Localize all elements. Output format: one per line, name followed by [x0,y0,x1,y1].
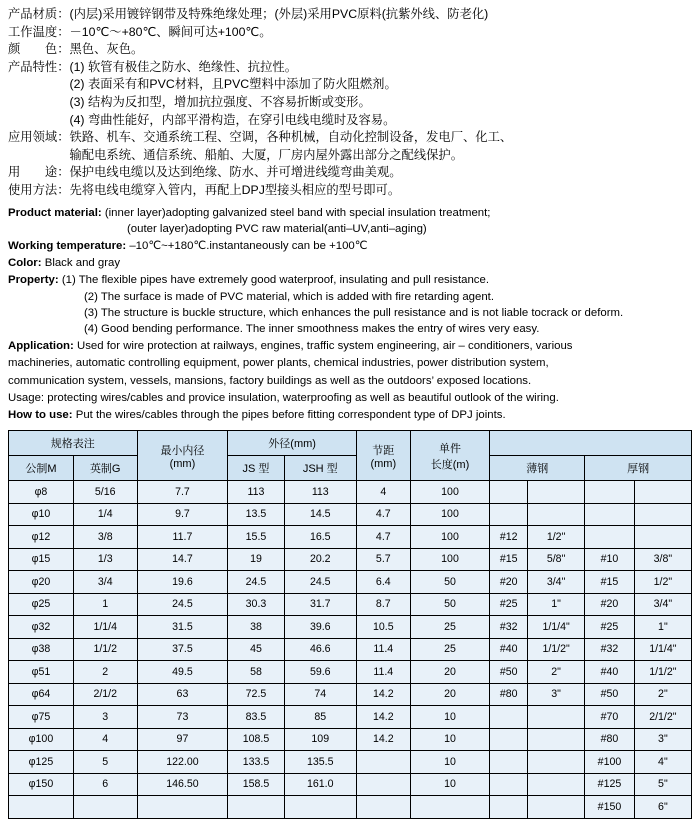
spec-label-temperature-en: Working temperature: [8,239,127,252]
spec-row-color-en [8,255,692,271]
cell-pitch [356,796,410,819]
cell-thin-b: 1/1/2" [528,638,585,661]
cell-thin-a: #15 [490,548,528,571]
cell-imperial: 1/1/2 [73,638,137,661]
table-row [9,503,692,526]
spec-label-color-en: Color: [8,257,42,270]
spec-value-howto-en: Put the wires/cables through the pipes before fitting correspondent type of DPJ joints. [72,408,506,421]
table-row [9,661,692,684]
cell-min-inner-diameter: 97 [137,728,228,751]
spec-label-temperature-cn: 工作温度： [8,24,70,39]
table-header-row-sub [9,456,692,481]
cell-thin-b: 1/2" [528,526,585,549]
table-row [9,796,692,819]
cell-thin-b: 2" [528,661,585,684]
cell-imperial: 3 [73,706,137,729]
cell-thin-b [528,706,585,729]
cell-pitch: 10.5 [356,616,410,639]
table-row [9,593,692,616]
cell-thick-b: 1/1/2" [634,661,691,684]
cell-pitch: 11.4 [356,638,410,661]
header-unit-length-l1: 单件 [439,442,461,455]
cell-unit-length [410,796,490,819]
spec-table-head [9,431,692,481]
cell-unit-length: 20 [410,683,490,706]
cell-js: 38 [228,616,284,639]
cell-thick-b [634,503,691,526]
cell-thick-b: 1" [634,616,691,639]
cell-thin-a [490,706,528,729]
cell-unit-length: 100 [410,503,490,526]
spec-row-howto-cn [8,182,692,200]
spec-row-application-cn [8,129,692,164]
spec-label-howto-en: How to use: [8,408,73,421]
cell-js: 13.5 [228,503,284,526]
cell-min-inner-diameter: 19.6 [137,571,228,594]
spec-value-application-cn: 铁路、机车、交通系统工程、空调，各种机械，自动化控制设备，发电厂、化工、 输配电系统、通信系统、船舶、大厦，厂房内屋外露出部分之配线保护。 [69,130,513,162]
cell-imperial: 1/4 [73,503,137,526]
cell-thick-a: #100 [585,751,635,774]
cell-jsh: 113 [284,481,356,504]
cell-js: 45 [228,638,284,661]
cell-pitch [356,773,410,796]
spec-row-temperature-en [8,238,692,254]
cell-min-inner-diameter: 37.5 [137,638,228,661]
cell-jsh: 85 [284,706,356,729]
cell-thick-b: 3/8" [634,548,691,571]
cell-js: 30.3 [228,593,284,616]
cell-min-inner-diameter: 49.5 [137,661,228,684]
cell-metric: φ125 [9,751,74,774]
cell-pitch: 14.2 [356,706,410,729]
cell-imperial: 3/4 [73,571,137,594]
cell-unit-length: 25 [410,616,490,639]
cell-jsh: 46.6 [284,638,356,661]
cell-unit-length: 25 [410,638,490,661]
cell-metric: φ10 [9,503,74,526]
spec-row-usage-cn [8,164,692,182]
cell-metric [9,796,74,819]
cell-thin-b [528,751,585,774]
spec-value-property-cn: (1) 软管有极佳之防水、绝缘性、抗拉性。 (2) 表面采有和PVC材料，且PVC塑料中添加了防火阻燃剂。 (3) 结构为反扣型，增加抗拉强度、不容易折断或变形。 (4) 弯曲性能好，内部平滑构造，在穿引电线电缆时及容易。 [69,59,397,127]
cell-imperial: 2 [73,661,137,684]
header-min-inner-diameter-l2: (mm) [169,457,196,470]
cell-thin-b: 3/4" [528,571,585,594]
table-row [9,526,692,549]
cell-thick-b [634,526,691,549]
cell-thin-a [490,503,528,526]
cell-min-inner-diameter [137,796,228,819]
spec-row-property-en [8,272,692,337]
cell-js: 24.5 [228,571,284,594]
spec-label-howto-cn: 使用方法： [8,182,70,197]
chinese-spec-block [0,0,700,200]
cell-metric: φ38 [9,638,74,661]
spec-application-line3: communication system, vessels, mansions, factory buildings as well as the outdoors’ exposed locations. [8,374,532,387]
header-unit-length-l2: 长度(m) [430,458,470,471]
cell-thin-a [490,773,528,796]
header-pitch-l2: (mm) [370,457,397,470]
cell-metric: φ8 [9,481,74,504]
spec-label-property-cn: 产品特性： [8,59,70,74]
cell-thick-b: 6" [634,796,691,819]
cell-thick-b: 5" [634,773,691,796]
spec-value-temperature-cn: －10℃～+80℃、瞬间可达+100℃。 [69,24,272,39]
cell-thin-a [490,796,528,819]
cell-jsh: 16.5 [284,526,356,549]
cell-unit-length: 10 [410,728,490,751]
spec-label-application-en: Application: [8,340,74,353]
table-row [9,548,692,571]
cell-js: 72.5 [228,683,284,706]
cell-js: 15.5 [228,526,284,549]
cell-min-inner-diameter: 122.00 [137,751,228,774]
table-row [9,728,692,751]
spec-value-temperature-en: –10℃~+180℃.instantaneously can be +100℃ [126,239,368,252]
cell-metric: φ51 [9,661,74,684]
cell-thin-a: #80 [490,683,528,706]
cell-thick-a: #150 [585,796,635,819]
cell-thin-b: 3" [528,683,585,706]
spec-row-howto-en [8,407,692,423]
cell-pitch: 6.4 [356,571,410,594]
cell-thick-b: 2/1/2" [634,706,691,729]
cell-metric: φ150 [9,773,74,796]
table-row [9,751,692,774]
cell-imperial: 1 [73,593,137,616]
cell-thin-a: #32 [490,616,528,639]
cell-jsh: 135.5 [284,751,356,774]
cell-jsh: 24.5 [284,571,356,594]
cell-unit-length: 50 [410,571,490,594]
cell-thin-b [528,728,585,751]
cell-js: 133.5 [228,751,284,774]
cell-thick-a: #40 [585,661,635,684]
cell-metric: φ64 [9,683,74,706]
cell-min-inner-diameter: 73 [137,706,228,729]
cell-thick-b: 2" [634,683,691,706]
spec-value-property-en: (1) The flexible pipes have extremely good waterproof, insulating and pull resistance. (2) The surface is made of PVC material, which is added with fire retarding agent. (3) The structure is buckle structure, which enhances the pull resistance and is not liable tocrack or deform. (4) Good bending performance. The inner smoothness makes the entry of wires very easy. [58,274,624,335]
cell-jsh: 14.5 [284,503,356,526]
table-row [9,571,692,594]
spec-application-line2: machineries, automatic controlling equipment, power plants, chemical industries, power distribution system, [8,357,549,370]
cell-thick-a [585,526,635,549]
spec-label-material-cn: 产品材质： [8,7,70,21]
cell-pitch [356,751,410,774]
spec-value-color-en: Black and gray [41,257,121,270]
table-row [9,481,692,504]
cell-metric: φ75 [9,706,74,729]
cell-imperial: 1/1/4 [73,616,137,639]
spec-value-material-en: (inner layer)adopting galvanized steel band with special insulation treatment; (outer layer)adopting PVC raw material(anti–UV,anti–aging) [101,206,491,235]
cell-unit-length: 100 [410,481,490,504]
spec-row-material-en [8,205,692,237]
subheader-metric: 公制M [9,456,74,481]
cell-unit-length: 10 [410,706,490,729]
cell-min-inner-diameter: 9.7 [137,503,228,526]
cell-unit-length: 50 [410,593,490,616]
cell-pitch: 5.7 [356,548,410,571]
cell-thin-a [490,481,528,504]
english-spec-block [0,200,700,424]
cell-imperial: 5 [73,751,137,774]
subheader-jsh-type: JSH 型 [284,456,356,481]
header-group-outer-diameter: 外径(mm) [228,431,357,456]
spec-value-usage-cn: 保护电线电缆以及达到绝缘、防水、并可增进线缆弯曲美观。 [69,165,402,180]
cell-unit-length: 20 [410,661,490,684]
cell-thick-a: #10 [585,548,635,571]
cell-jsh: 161.0 [284,773,356,796]
cell-imperial: 6 [73,773,137,796]
cell-thin-a: #12 [490,526,528,549]
cell-thick-a [585,481,635,504]
cell-pitch: 4.7 [356,526,410,549]
cell-js: 113 [228,481,284,504]
cell-metric: φ15 [9,548,74,571]
spec-label-usage-cn: 用 途： [8,165,70,180]
cell-thick-b: 3" [634,728,691,751]
cell-thick-a: #15 [585,571,635,594]
table-row [9,706,692,729]
cell-imperial: 5/16 [73,481,137,504]
cell-jsh: 59.6 [284,661,356,684]
cell-min-inner-diameter: 11.7 [137,526,228,549]
cell-thin-b: 5/8" [528,548,585,571]
cell-jsh: 39.6 [284,616,356,639]
cell-thick-a: #125 [585,773,635,796]
header-min-inner-diameter-l1: 最小内径 [160,444,205,457]
cell-min-inner-diameter: 31.5 [137,616,228,639]
cell-thin-a: #50 [490,661,528,684]
cell-unit-length: 100 [410,526,490,549]
cell-thick-b: 1/1/4" [634,638,691,661]
cell-js: 83.5 [228,706,284,729]
cell-thin-a: #25 [490,593,528,616]
cell-min-inner-diameter: 24.5 [137,593,228,616]
spec-row-color-cn [8,41,692,59]
subheader-thick-steel: 厚钢 [585,456,692,481]
cell-thin-a: #20 [490,571,528,594]
spec-label-usage-en: Usage: [8,391,45,404]
cell-js [228,796,284,819]
cell-pitch: 14.2 [356,683,410,706]
cell-thick-a: #32 [585,638,635,661]
spec-row-temperature-cn [8,24,692,42]
spec-value-material-cn: (内层)采用镀锌钢带及特殊绝缘处理；(外层)采用PVC原料(抗紫外线、防老化) [69,7,489,21]
cell-thick-b: 4" [634,751,691,774]
cell-jsh: 74 [284,683,356,706]
table-row [9,638,692,661]
spec-row-property-cn [8,59,692,129]
cell-unit-length: 10 [410,751,490,774]
cell-thick-a: #50 [585,683,635,706]
cell-imperial: 1/3 [73,548,137,571]
spec-label-material-en: Product material: [8,206,102,219]
cell-thin-b [528,796,585,819]
cell-js: 108.5 [228,728,284,751]
header-unit-length [410,431,490,481]
table-row [9,773,692,796]
cell-jsh [284,796,356,819]
spec-value-howto-cn: 先将电线电缆穿入管内，再配上DPJ型接头相应的型号即可。 [69,182,401,197]
subheader-js-type: JS 型 [228,456,284,481]
cell-thin-a [490,751,528,774]
header-group-matching-pipe [490,431,692,456]
cell-js: 19 [228,548,284,571]
cell-thin-b [528,481,585,504]
cell-imperial: 3/8 [73,526,137,549]
cell-thin-b [528,503,585,526]
spec-label-property-en: Property: [8,274,59,287]
cell-metric: φ32 [9,616,74,639]
cell-pitch: 8.7 [356,593,410,616]
cell-thick-a [585,503,635,526]
spec-label-application-cn: 应用领域： [8,130,70,145]
table-row [9,616,692,639]
spec-value-application-en: Used for wire protection at railways, engines, traffic system engineering, air – conditioners, various [73,340,573,353]
spec-table-body [9,481,692,819]
cell-min-inner-diameter: 63 [137,683,228,706]
cell-thin-b: 1" [528,593,585,616]
header-min-inner-diameter [137,431,228,481]
header-pitch [356,431,410,481]
cell-jsh: 31.7 [284,593,356,616]
cell-unit-length: 10 [410,773,490,796]
spec-row-usage-en [8,390,692,406]
header-pitch-l1: 节距 [372,444,395,457]
cell-unit-length: 100 [410,548,490,571]
cell-jsh: 20.2 [284,548,356,571]
spec-row-application-en [8,338,692,354]
table-row [9,683,692,706]
cell-metric: φ100 [9,728,74,751]
cell-js: 58 [228,661,284,684]
cell-thick-b: 1/2" [634,571,691,594]
cell-min-inner-diameter: 146.50 [137,773,228,796]
cell-thick-b [634,481,691,504]
cell-jsh: 109 [284,728,356,751]
cell-thin-b: 1/1/4" [528,616,585,639]
cell-thick-a: #25 [585,616,635,639]
header-group-spec: 规格表注 [9,431,138,456]
cell-thick-b: 3/4" [634,593,691,616]
spec-table-container [8,430,692,819]
spec-row-material-cn [8,6,692,24]
cell-thick-a: #20 [585,593,635,616]
table-header-row-groups [9,431,692,456]
cell-thick-a: #70 [585,706,635,729]
cell-metric: φ25 [9,593,74,616]
subheader-thin-steel: 薄钢 [490,456,585,481]
cell-pitch: 11.4 [356,661,410,684]
spec-value-color-cn: 黑色、灰色。 [69,42,144,57]
cell-imperial: 2/1/2 [73,683,137,706]
cell-metric: φ12 [9,526,74,549]
cell-metric: φ20 [9,571,74,594]
spec-value-usage-en: protecting wires/cables and provice insulation, waterproofing as well as beautiful outlook of the wiring. [44,391,559,404]
cell-min-inner-diameter: 14.7 [137,548,228,571]
cell-thin-b [528,773,585,796]
cell-min-inner-diameter: 7.7 [137,481,228,504]
cell-pitch: 4 [356,481,410,504]
spec-table [8,430,692,819]
cell-pitch: 4.7 [356,503,410,526]
cell-thick-a: #80 [585,728,635,751]
cell-js: 158.5 [228,773,284,796]
subheader-imperial: 英制G [73,456,137,481]
cell-imperial: 4 [73,728,137,751]
spec-label-color-cn: 颜 色： [8,42,70,57]
cell-pitch: 14.2 [356,728,410,751]
cell-imperial [73,796,137,819]
cell-thin-a: #40 [490,638,528,661]
cell-thin-a [490,728,528,751]
